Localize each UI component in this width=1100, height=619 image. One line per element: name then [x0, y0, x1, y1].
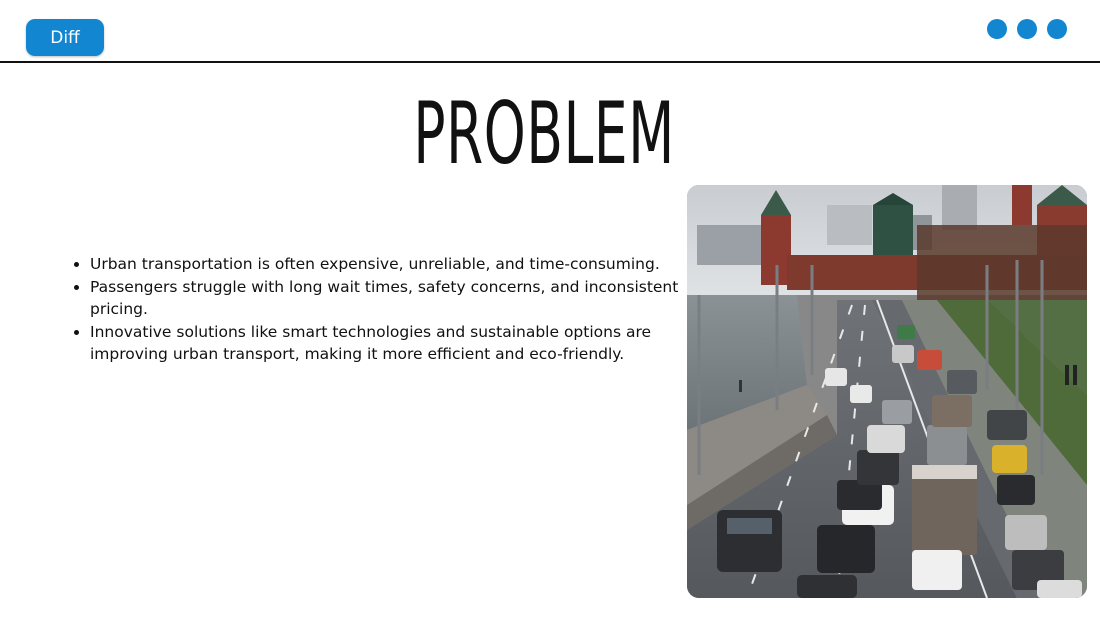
dot-icon — [1047, 19, 1067, 39]
bullet-item: • Passengers struggle with long wait times, safety concerns, and inconsistent pricing. — [90, 276, 680, 321]
traffic-photo-illustration — [687, 185, 1087, 598]
dot-icon — [1017, 19, 1037, 39]
traffic-jam-photo — [687, 185, 1087, 598]
bullet-item: • Urban transportation is often expensive, unreliable, and time-consuming. — [90, 253, 680, 276]
diff-badge[interactable]: Diff — [26, 19, 104, 56]
bullet-item: • Innovative solutions like smart technologies and sustainable options are improving urban transport, making it more efficient and eco-friendly. — [90, 321, 680, 366]
menu-dots[interactable] — [987, 19, 1067, 39]
header-divider — [0, 61, 1100, 63]
bullet-list — [70, 253, 680, 366]
slide-title: PROBLEM — [413, 84, 675, 184]
dot-icon — [987, 19, 1007, 39]
